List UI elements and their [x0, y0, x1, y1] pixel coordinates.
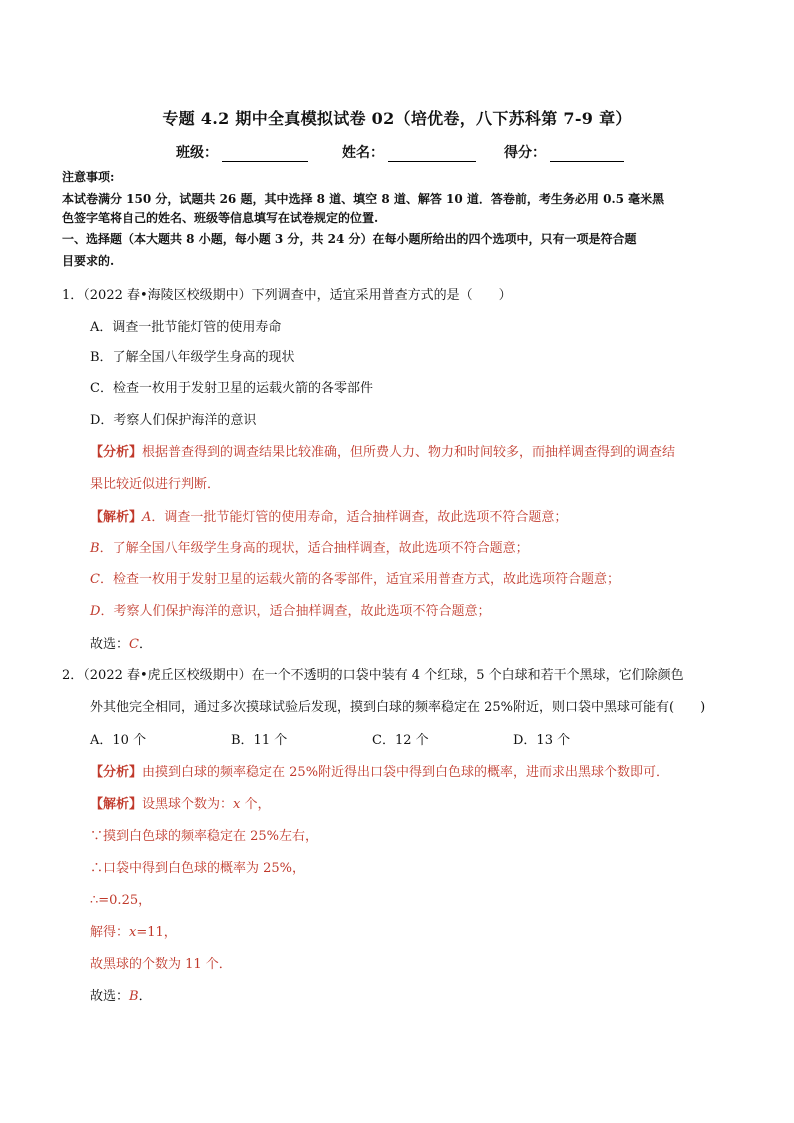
q2-sol-1-text: 设黑球个数为：: [142, 797, 234, 812]
q1-option-a: A．调查一批节能灯管的使用寿命: [90, 320, 282, 335]
q1-sol-d-text: ．考察人们保护海洋的意识，适合抽样调查，故此选项不符合题意；: [100, 604, 491, 619]
q1-sol-d-letter: D: [90, 604, 101, 619]
page-title: 专题 4.2 期中全真模拟试卷 02（培优卷，八下苏科第 7-9 章）: [162, 109, 632, 128]
q2-answer-prefix: 故选：: [90, 989, 130, 1004]
q1-solution-d: [90, 600, 490, 619]
q1-analysis: [90, 441, 675, 460]
q1-solution-b: [90, 537, 529, 556]
q2-solution-6: 故黑球的个数为 11 个．: [90, 957, 232, 972]
section-heading-line-2: 目要求的.: [62, 254, 115, 268]
q1-solution-a: [90, 506, 567, 525]
q2-answer-letter: B: [129, 989, 139, 1004]
q1-answer-suffix: ．: [138, 637, 152, 652]
notice-line-2: 色签字笔将自己的姓名、班级等信息填写在试卷规定的位置.: [62, 211, 379, 225]
name-blank[interactable]: [388, 147, 476, 162]
section-heading-line-1: 一、选择题（本大题共 8 小题，每小题 3 分，共 24 分）在每小题所给出的四个选项中，只有一项是符合题: [62, 232, 637, 246]
q2-solution-2: ∵摸到白色球的频率稳定在 25%左右，: [90, 829, 319, 844]
q2-solution-1: [90, 793, 271, 812]
class-blank[interactable]: [222, 147, 308, 162]
student-info-row: [176, 142, 652, 162]
q1-option-d: D．考察人们保护海洋的意识: [90, 413, 257, 428]
q2-answer-suffix: ．: [138, 989, 152, 1004]
solution-tag: 【解析】: [90, 797, 143, 812]
q2-solution-3: ∴口袋中得到白色球的概率为 25%，: [90, 861, 306, 876]
q1-analysis-text-2: 果比较近似进行判断．: [90, 477, 221, 492]
class-field: [176, 142, 308, 162]
q2-solution-5: [90, 921, 177, 940]
q2-solution-4: ∴=0.25，: [90, 893, 152, 908]
q1-sol-a-letter: A: [142, 510, 152, 525]
q2-option-a: A．10 个: [90, 733, 147, 748]
q2-sol-5-end: =11，: [136, 925, 177, 940]
q2-options: [90, 729, 654, 748]
q1-sol-c-letter: C: [90, 572, 100, 587]
q2-option-d: D．13 个: [513, 733, 571, 748]
q2-analysis: [90, 761, 669, 780]
score-blank[interactable]: [550, 147, 624, 162]
q2-answer: [90, 985, 152, 1004]
q2-sol-5-var: x: [129, 925, 137, 940]
q2-sol-1-var: x: [233, 797, 241, 812]
q2-sol-5-text: 解得：: [90, 925, 130, 940]
q1-answer: [90, 633, 152, 652]
q1-sol-a-text: ．调查一批节能灯管的使用寿命，适合抽样调查，故此选项不符合题意；: [151, 510, 568, 525]
q1-answer-prefix: 故选：: [90, 637, 130, 652]
q1-solution-c: [90, 568, 620, 587]
q2-stem-2: 外其他完全相同，通过多次摸球试验后发现，摸到白球的频率稳定在 25%附近，则口袋中黑球可能有( ): [90, 700, 706, 715]
solution-tag: 【解析】: [90, 510, 143, 525]
q1-answer-letter: C: [129, 637, 139, 652]
q2-sol-1-end: 个，: [240, 797, 271, 812]
analysis-tag: 【分析】: [90, 445, 143, 460]
q1-sol-b-text: ．了解全国八年级学生身高的现状，适合抽样调查，故此选项不符合题意；: [99, 541, 529, 556]
q2-option-b: B．11 个: [231, 733, 288, 748]
q2-analysis-text: 由摸到白球的频率稳定在 25%附近得出口袋中得到白色球的概率，进而求出黑球个数即可．: [142, 765, 670, 780]
q1-option-b: B．了解全国八年级学生身高的现状: [90, 350, 295, 365]
name-label: 姓名：: [342, 145, 384, 161]
q1-option-c: C．检查一枚用于发射卫星的运载火箭的各零部件: [90, 381, 373, 396]
notice-heading: 注意事项:: [62, 170, 115, 184]
q2-option-c: C．12 个: [372, 733, 429, 748]
analysis-tag: 【分析】: [90, 765, 143, 780]
score-field: [504, 142, 624, 162]
q1-stem: 1．（2022 春•海陵区校级期中）下列调查中，适宜采用普查方式的是（ ）: [62, 288, 512, 303]
q1-analysis-text-1: 根据普查得到的调查结果比较准确，但所费人力、物力和时间较多，而抽样调查得到的调查结: [142, 445, 676, 460]
score-label: 得分：: [504, 145, 546, 161]
notice-line-1: 本试卷满分 150 分，试题共 26 题，其中选择 8 道、填空 8 道、解答 10 道．答卷前，考生务必用 0.5 毫米黑: [62, 192, 665, 206]
q1-sol-b-letter: B: [90, 541, 100, 556]
q1-sol-c-text: ．检查一枚用于发射卫星的运载火箭的各零部件，适宜采用普查方式，故此选项符合题意；: [99, 572, 620, 587]
class-label: 班级：: [176, 145, 218, 161]
name-field: [342, 142, 476, 162]
q2-stem-1: 2．（2022 春•虎丘区校级期中）在一个不透明的口袋中装有 4 个红球，5 个白球和若干个黑球，它们除颜色: [62, 668, 684, 683]
